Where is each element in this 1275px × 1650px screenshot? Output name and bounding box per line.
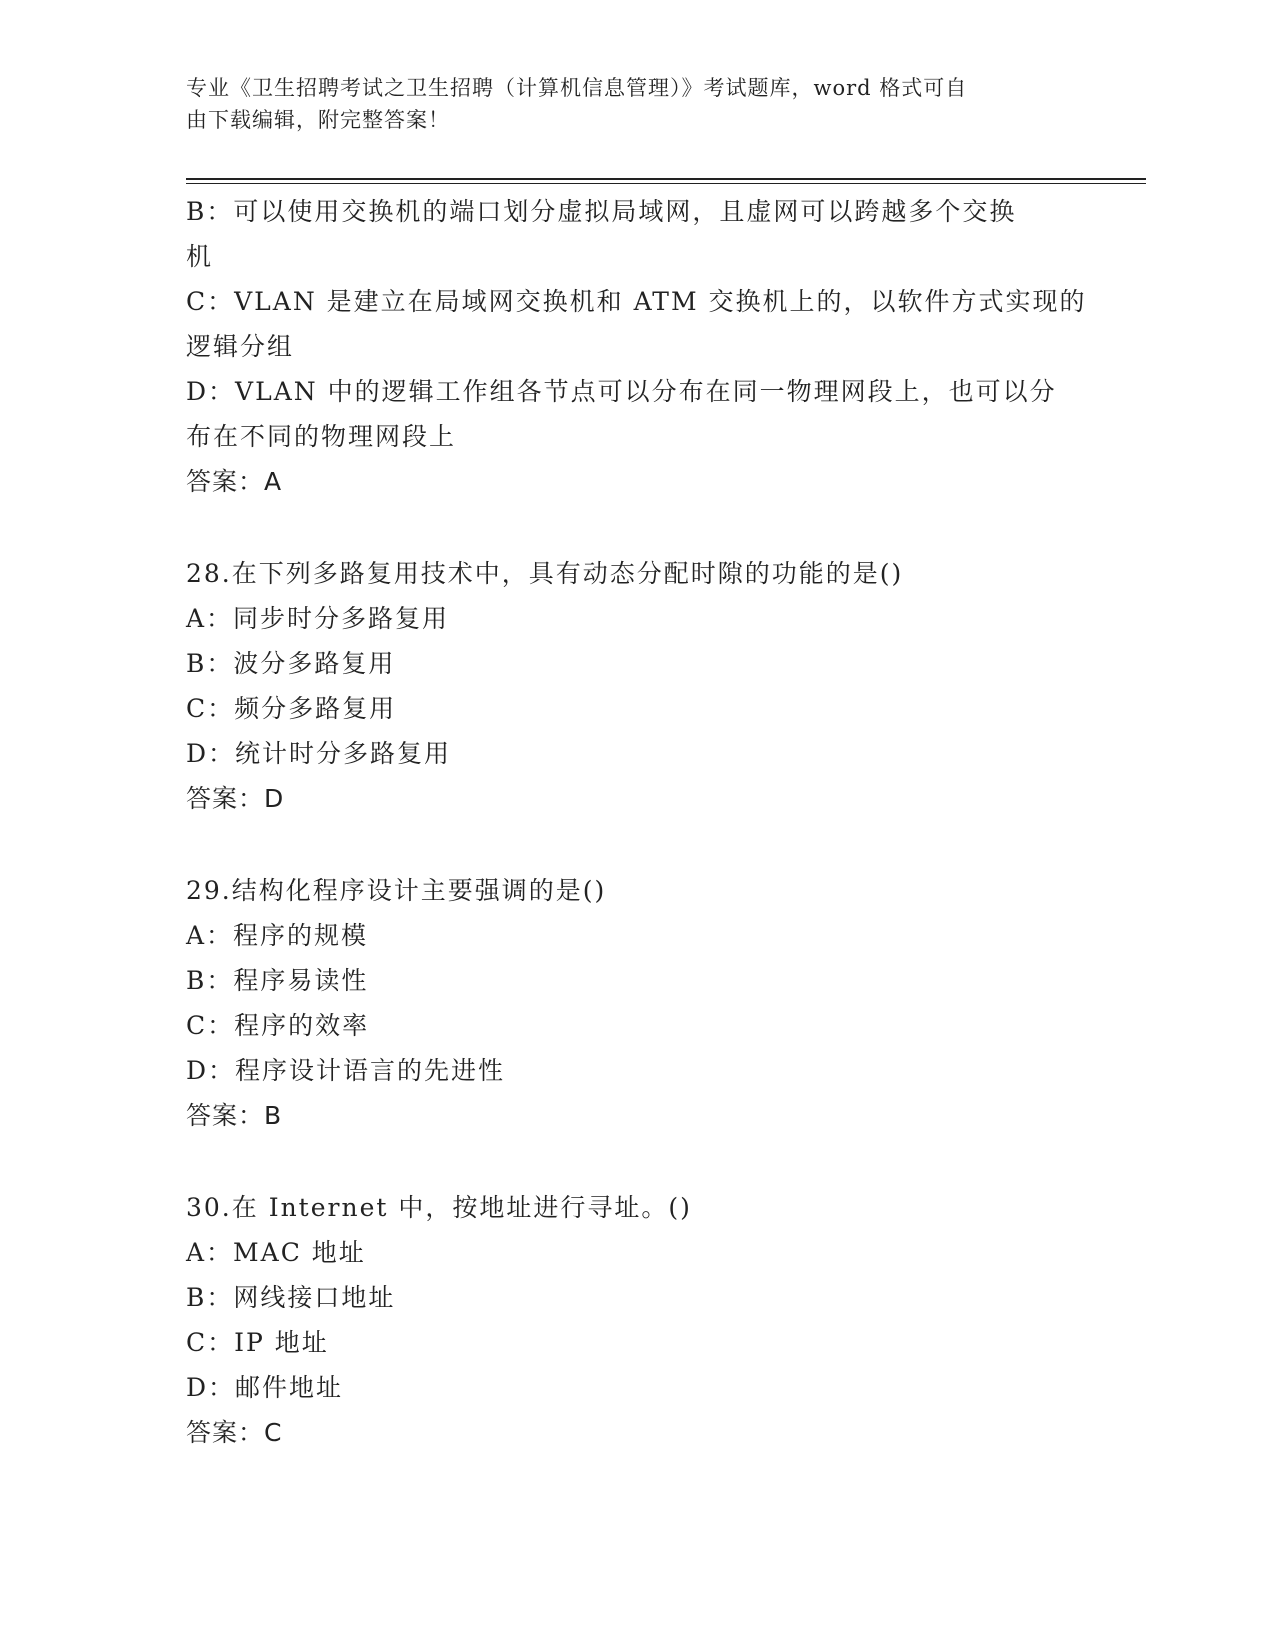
- option-a: A：MAC 地址: [186, 1238, 366, 1267]
- option-d: D：邮件地址: [186, 1373, 344, 1402]
- spacer: [186, 1138, 1086, 1185]
- option-c: C：程序的效率: [186, 1011, 370, 1040]
- option-d: D：统计时分多路复用: [186, 739, 452, 768]
- option-b: B：波分多路复用: [186, 649, 396, 678]
- question-stem: 29.结构化程序设计主要强调的是(): [186, 876, 607, 905]
- option-b: B：网线接口地址: [186, 1283, 396, 1312]
- header-line-1: 专业《卫生招聘考试之卫生招聘（计算机信息管理）》考试题库，word 格式可自: [186, 76, 968, 100]
- option-b-line-2: 机: [186, 242, 214, 271]
- option-c: C：IP 地址: [186, 1328, 329, 1357]
- answer: 答案：C: [186, 1418, 283, 1447]
- answer: 答案：B: [186, 1101, 283, 1130]
- option-c-line-1: C：VLAN 是建立在局域网交换机和 ATM 交换机上的，以软件方式实现的: [186, 287, 1087, 316]
- option-b-line-1: B：可以使用交换机的端口划分虚拟局域网，且虚网可以跨越多个交换: [186, 197, 1017, 226]
- spacer: [186, 821, 1086, 868]
- spacer: [186, 504, 1086, 551]
- header-rule-thick: [186, 178, 1146, 180]
- option-d: D：程序设计语言的先进性: [186, 1056, 506, 1085]
- option-b: B：程序易读性: [186, 966, 369, 995]
- header-rule-thin: [186, 183, 1146, 184]
- option-d-line-2: 布在不同的物理网段上: [186, 422, 457, 451]
- option-a: A：程序的规模: [186, 921, 369, 950]
- header-line-2: 由下载编辑，附完整答案！: [186, 108, 450, 132]
- question-list: [186, 189, 1086, 1455]
- option-c: C：频分多路复用: [186, 694, 397, 723]
- option-a: A：同步时分多路复用: [186, 604, 450, 633]
- document-header: [186, 72, 1056, 136]
- question-stem: 28.在下列多路复用技术中，具有动态分配时隙的功能的是(): [186, 559, 904, 588]
- question-stem: 30.在 Internet 中，按地址进行寻址。(): [186, 1193, 692, 1222]
- answer: 答案：D: [186, 784, 285, 813]
- option-d-line-1: D：VLAN 中的逻辑工作组各节点可以分布在同一物理网段上，也可以分: [186, 377, 1057, 406]
- answer: 答案：A: [186, 467, 283, 496]
- option-c-line-2: 逻辑分组: [186, 332, 295, 361]
